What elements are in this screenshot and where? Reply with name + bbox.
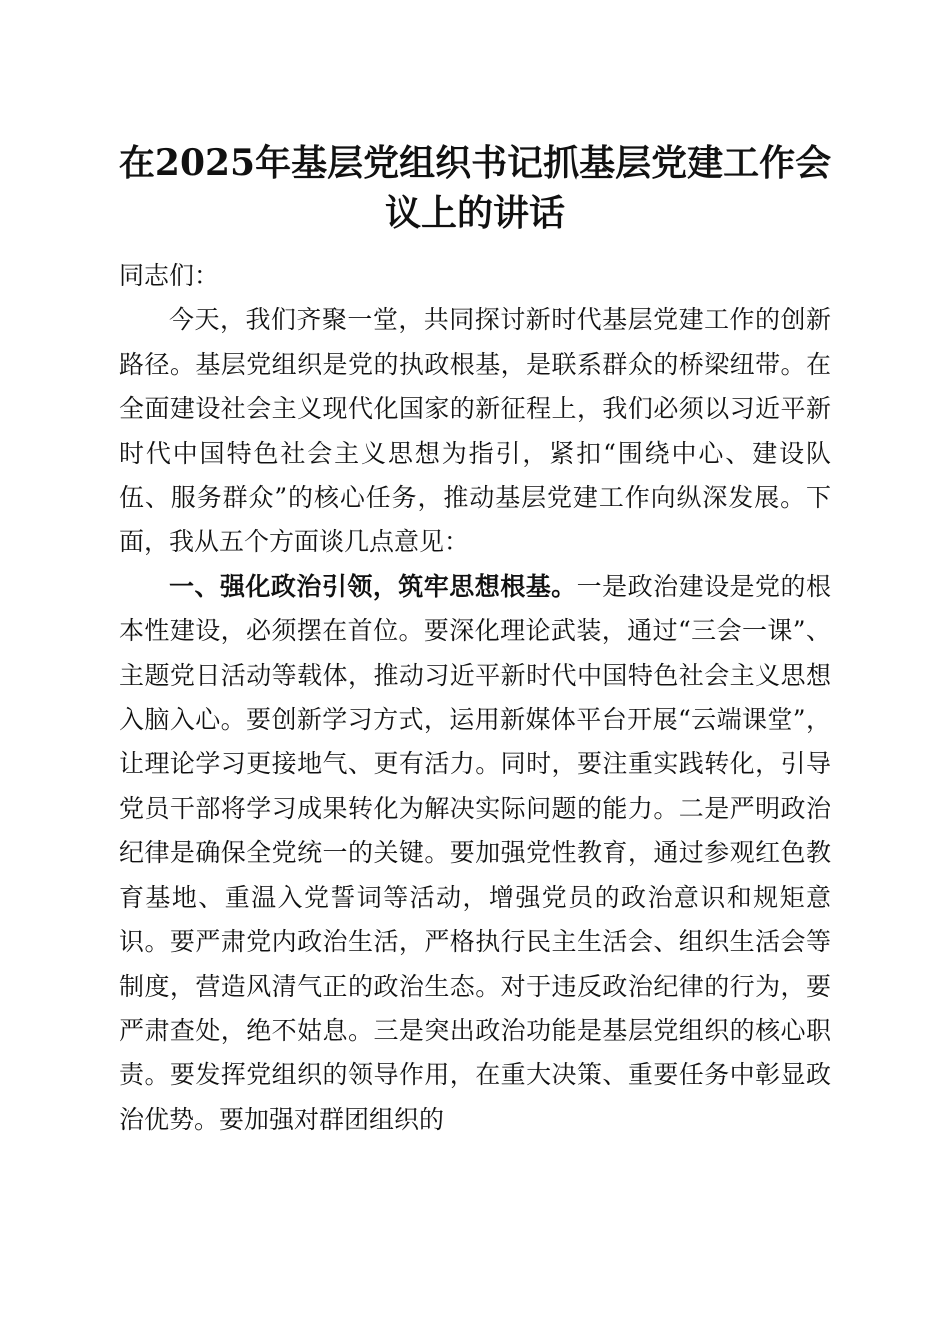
title-line-1: 在2025年基层党组织书记抓基层党建工作会 [118,142,832,184]
section-1-text: 一是政治建设是党的根本性建设，必须摆在首位。要深化理论武装，通过“三会一课”、主题党日活动等载体，推动习近平新时代中国特色社会主义思想入脑入心。要创新学习方式，运用新媒体平台开展“云端课堂”，让理论学习更接地气、更有活力。同时，要注重实践转化，引导党员干部将学习成果转化为解决实际问题的能力。二是严明政治纪律是确保全党统一的关键。要加强党性教育，通过参观红色教育基地、重温入党誓词等活动，增强党员的政治意识和规矩意识。要严肃党内政治生活，严格执行民主生活会、组织生活会等制度，营造风清气正的政治生态。对于违反政治纪律的行为，要严肃查处，绝不姑息。三是突出政治功能是基层党组织的核心职责。要发挥党组织的领导作用，在重大决策、重要任务中彰显政治优势。要加强对群团组织的 [119,571,831,1134]
document-title [110,138,840,238]
section-1-heading: 一、强化政治引领，筑牢思想根基。 [169,571,577,601]
intro-paragraph: 今天，我们齐聚一堂，共同探讨新时代基层党建工作的创新路径。基层党组织是党的执政根基，是联系群众的桥梁纽带。在全面建设社会主义现代化国家的新征程上，我们必须以习近平新时代中国特色社会主义思想为指引，紧扣“围绕中心、建设队伍、服务群众”的核心任务，推动基层党建工作向纵深发展。下面，我从五个方面谈几点意见： [119,305,831,557]
document-body [119,254,831,1142]
salutation: 同志们： [119,261,220,290]
section-1-paragraph [119,565,831,1142]
title-line-2: 议上的讲话 [384,192,565,234]
